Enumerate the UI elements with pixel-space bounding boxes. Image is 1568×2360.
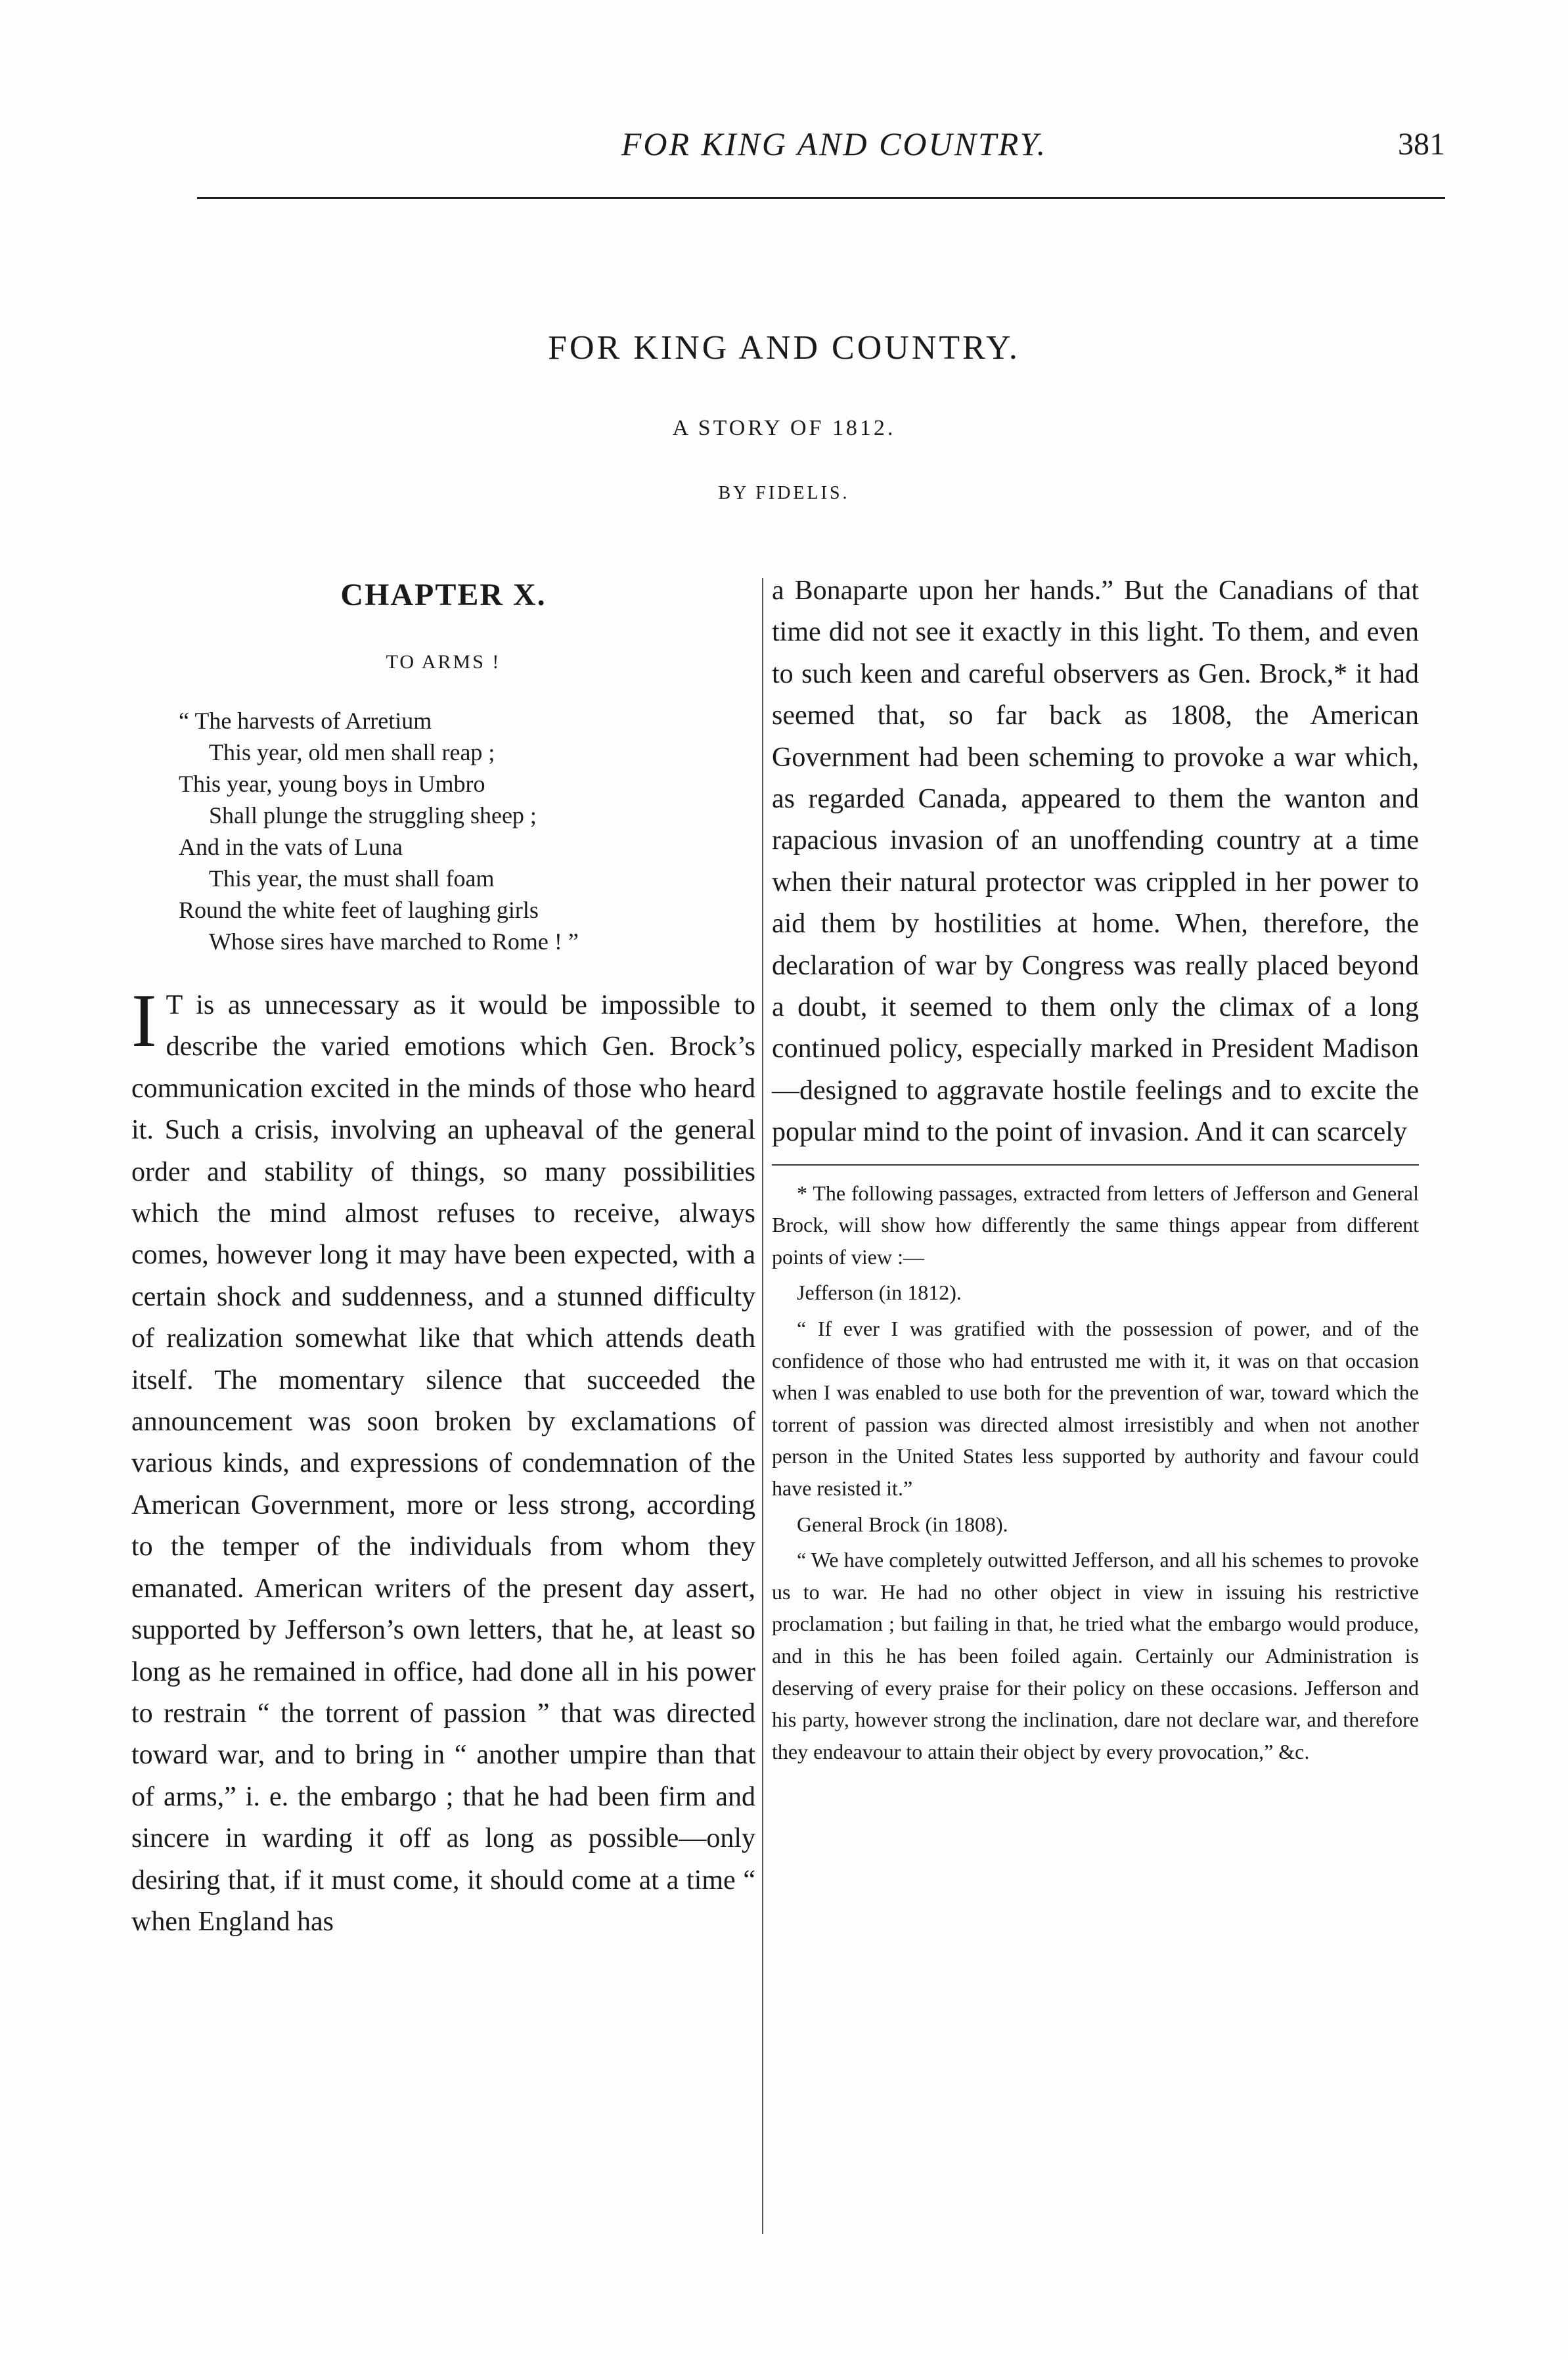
poem-line: Round the white feet of laughing girls [179, 897, 539, 923]
footnote-quote: “ If ever I was gratified with the possession of power, and of the confidence of those who had entrusted me with it, it was on that occasion when I was enabled to use both for the prevention of war, toward which the torrent of passion was directed almost irresistibly and when not another person in the United States less supported by authority and favour could have resisted it.” [772, 1317, 1419, 1501]
footnote-source-label: Jefferson (in 1812). [797, 1281, 962, 1305]
footnotes [772, 1177, 1419, 1768]
chapter-heading: CHAPTER X. [340, 578, 547, 612]
title-block [0, 329, 1568, 504]
poem-line: This year, old men shall reap ; [209, 739, 495, 765]
drop-cap: I [131, 979, 157, 1063]
page-number: 381 [1398, 127, 1445, 162]
paragraph: a Bonaparte upon her hands.” But the Canadians of that time did not see it exactly in this light. To them, and even to such keen and careful observers as Gen. Brock,* it had seemed that, so far back as 1808, the American Government had been scheming to provoke a war which, as regarded Canada, appeared to them the wanton and rapacious invasion of an unoffending country at a time when their natural protector was crippled in her power to aid them by hostilities at home. When, therefore, the declaration of war by Congress was really placed beyond a doubt, it seemed to them only the climax of a long continued policy, especially marked in President Madison—designed to aggravate hostile feelings and to excite the popular mind to the point of invasion. And it can scarcely [772, 576, 1419, 1148]
story-byline: BY FIDELIS. [718, 483, 850, 503]
running-title: FOR KING AND COUNTRY. [621, 125, 1048, 162]
footnote-intro: * The following passages, extracted from letters of Jefferson and General Brock, will show how differently the same things appear from different points of view :— [772, 1181, 1419, 1269]
poem-line: This year, young boys in Umbro [179, 771, 485, 797]
poem-line: “ The harvests of Arretium [179, 708, 432, 734]
footnote-rule [772, 1164, 1419, 1166]
poem-line: And in the vats of Luna [179, 834, 403, 860]
story-title: FOR KING AND COUNTRY. [548, 329, 1020, 367]
column-divider [762, 578, 763, 2234]
paragraph: T is as unnecessary as it would be impossible to describe the varied emotions which Gen. Brock’s communication excited in the minds of those who heard it. Such a crisis, involving an upheaval of the general order and stability of things, so many possibilities which the mind almost refuses to receive, always comes, however long it may have been expected, with a certain shock and suddenness, and a stunned difficulty of realization somewhat like that which attends death itself. The momentary silence that succeeded the announcement was soon broken by exclamations of various kinds, and expressions of condemnation of the American Government, more or less strong, according to the temper of the individuals from whom they emanated. American writers of the present day assert, supported by Jefferson’s own letters, that he, at least so long as he remained in office, had done all in his power to restrain “ the torrent of passion ” that was directed toward war, and to bring in “ another umpire than that of arms,” i. e. the embargo ; that he had been firm and sincere in warding it off as long as possible—only desiring that, if it must come, it should come at a time “ when England has [131, 990, 755, 1937]
poem-line: Whose sires have marched to Rome ! ” [209, 928, 579, 955]
epigraph-poem [179, 705, 755, 957]
footnote-source-label: General Brock (in 1808). [797, 1512, 1008, 1536]
right-column [772, 565, 1419, 1771]
footnote-quote: “ We have completely outwitted Jefferson, and all his schemes to provoke us to war. He had no other object in view in issuing his restrictive proclamation ; but failing in that, he tried what the embargo would produce, and in this he has been foiled again. Certainly our Administration is deserving of every praise for their policy on these occasions. Jefferson and his party, however strong the inclination, dare not declare war, and therefore they endeavour to attain their object by every provocation,” &c. [772, 1548, 1419, 1763]
left-column [131, 565, 755, 1943]
chapter-subheading: TO ARMS ! [386, 651, 501, 673]
running-head [197, 125, 1445, 184]
body-text-left [131, 979, 755, 1943]
header-rule [197, 197, 1445, 199]
story-subtitle: A STORY OF 1812. [672, 416, 896, 440]
poem-line: Shall plunge the struggling sheep ; [209, 802, 537, 828]
poem-line: This year, the must shall foam [209, 865, 495, 892]
